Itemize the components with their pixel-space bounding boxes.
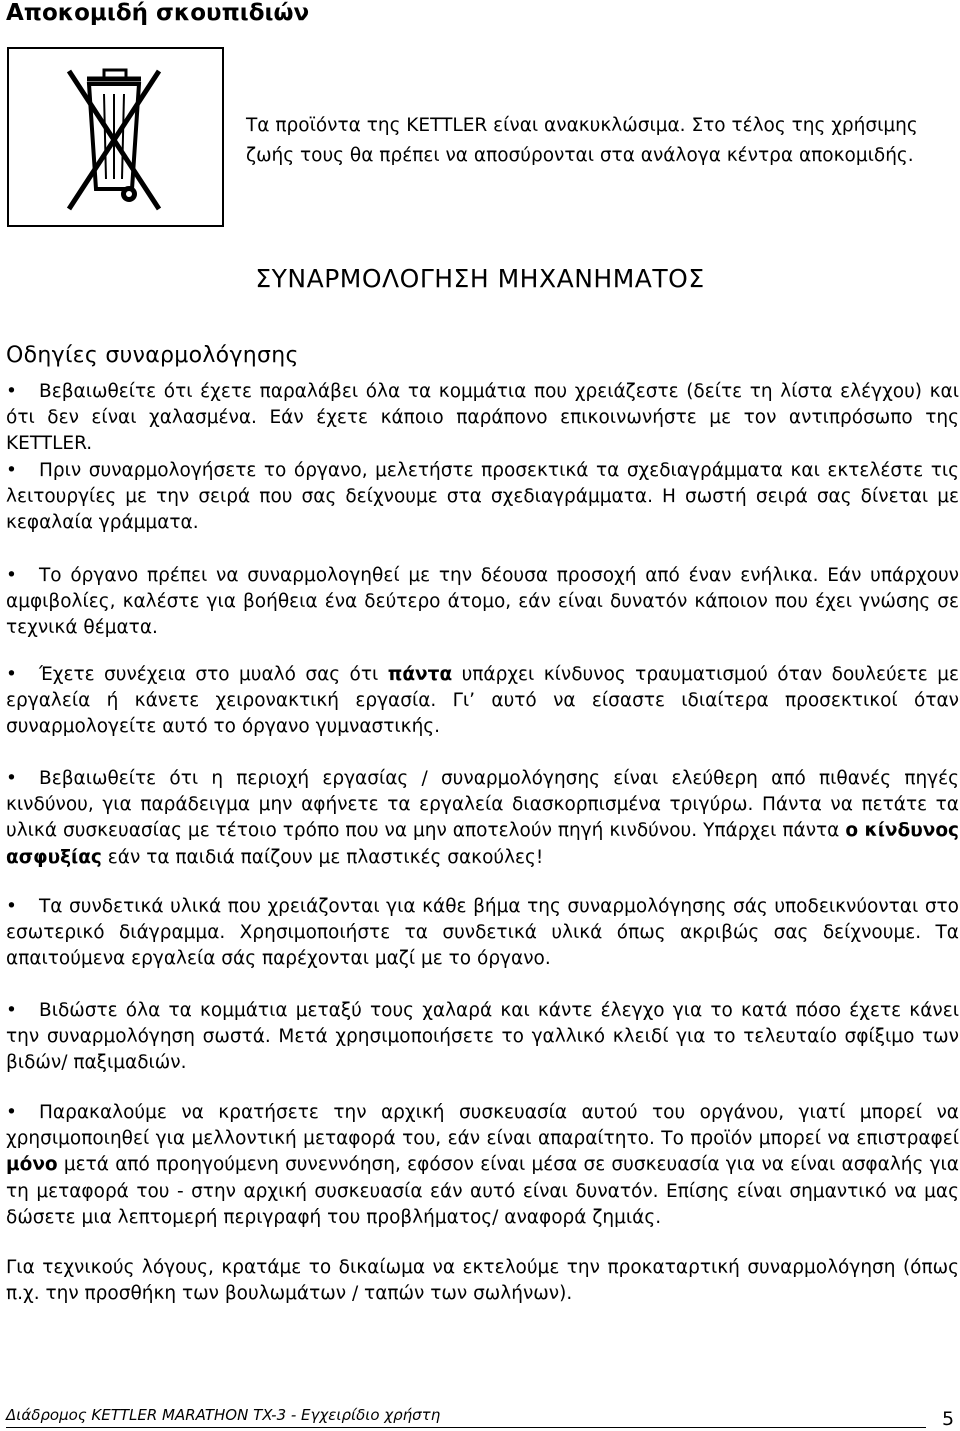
section-title: Αποκομιδή σκουπιδιών: [6, 0, 310, 26]
footer-rule: [6, 1427, 926, 1428]
page-number: 5: [942, 1408, 955, 1430]
closing-paragraph: Για τεχνικούς λόγους, κρατάμε το δικαίωμα να εκτελούμε την προκαταρτική συναρμολόγηση (όπως π.χ. την προσθήκη των βουλωμάτων / ταπών των σωλήνων).: [6, 1257, 959, 1305]
list-item-text: Πριν συναρμολογήσετε το όργανο, μελετήστε προσεκτικά τα σχεδιαγράμματα και εκτελέστε τις λειτουργίες με την σειρά που σας δείχνουμε στα σχεδιαγράμματα. Η σωστή σειρά σας δίνεται με κεφαλαία γράμματα.: [6, 460, 959, 534]
bullet: •: [6, 1102, 17, 1123]
crossed-out-wheelie-bin-icon: [7, 47, 224, 227]
list-item: [6, 458, 959, 537]
footer-text: Διάδρομος KETTLER MARATHON TX-3 - Εγχειρίδιο χρήστη: [6, 1406, 441, 1424]
list-item-text: υπάρχει κίνδυνος τραυματισμού όταν δουλεύετε με εργαλεία ή κάνετε χειρονακτική εργασία. Γι’ αυτό να είσαστε ιδιαίτερα προσεκτικοί όταν συναρμολογείτε αυτό το όργανο γυμναστικής.: [6, 664, 959, 738]
bullet: •: [6, 896, 17, 917]
list-item-text: μετά από προηγούμενη συνεννόηση, εφόσον είναι μέσα σε συσκευασία για να είναι ασφαλής για τη μεταφορά του - στην αρχική συσκευασία εάν αυτό είναι δυνατόν. Επίσης είναι σημαντικό να μας δώσετε μια λεπτομερή περιγραφή του προβλήματος/ αναφορά ζημιάς.: [6, 1154, 959, 1228]
list-item: [6, 662, 959, 741]
list-item-text: Βιδώστε όλα τα κομμάτια μεταξύ τους χαλαρά και κάντε έλεγχο για το κατά πόσο έχετε κάνει την συναρμολόγηση σωστά. Μετά χρησιμοποιήσετε το γαλλικό κλειδί για το τελευταίο σφίξιμο των βιδών/ παξιμαδιών.: [6, 1000, 959, 1074]
emphasis: μόνο: [6, 1154, 58, 1176]
list-item-text: Το όργανο πρέπει να συναρμολογηθεί με την δέουσα προσοχή από έναν ενήλικα. Εάν υπάρχουν αμφιβολίες, καλέστε για βοήθεια ένα δεύτερο άτομο, εάν είναι δυνατόν κάποιον που έχει γνώσης σε τεχνικά θέματα.: [6, 565, 959, 639]
list-item-text: Βεβαιωθείτε ότι η περιοχή εργασίας / συναρμολόγησης είναι ελεύθερη από πιθανές πηγές κινδύνου, για παράδειγμα μην αφήνετε τα εργαλεία διασκορπισμένα τριγύρω. Πάντα να πετάτε τα υλικά συσκευασίας με τέτοιο τρόπο που να μην αποτελούν πηγή κινδύνου. Υπάρχει πάντα: [6, 768, 959, 842]
emphasis: ο κίνδυνος ασφυξίας: [6, 820, 959, 868]
recycling-note: Τα προϊόντα της KETTLER είναι ανακυκλώσιμα. Στο τέλος της χρήσιμης ζωής τους θα πρέπει να αποσύρονται στα ανάλογα κέντρα αποκομιδής.: [246, 115, 918, 166]
list-item-text: εάν τα παιδιά παίζουν με πλαστικές σακούλες!: [101, 846, 544, 868]
list-item-text: Βεβαιωθείτε ότι έχετε παραλάβει όλα τα κομμάτια που χρειάζεστε (δείτε τη λίστα ελέγχου) και ότι δεν είναι χαλασμένα. Εάν έχετε κάποιο παράπονο επικοινωνήστε με τον αντιπρόσωπο της KETTLER.: [6, 381, 959, 455]
bullet: •: [6, 381, 17, 402]
bullet: •: [6, 1000, 17, 1021]
list-item: [6, 563, 959, 642]
bullet: •: [6, 664, 17, 685]
list-item: [6, 766, 959, 871]
list-item: [6, 998, 959, 1077]
list-item: [6, 1100, 959, 1231]
assembly-heading: ΣΥΝΑΡΜΟΛΟΓΗΣΗ ΜΗΧΑΝΗΜΑΤΟΣ: [255, 264, 705, 293]
list-item-text: Έχετε συνέχεια στο μυαλό σας ότι: [39, 664, 388, 685]
bullet: •: [6, 768, 17, 789]
list-item-text: Τα συνδετικά υλικά που χρειάζονται για κάθε βήμα της συναρμολόγησης σάς υποδεικνύονται στο εσωτερικό διάγραμμα. Χρησιμοποιήστε τα συνδετικά υλικά όπως ακριβώς σας δείχνουμε. Τα απαιτούμενα εργαλεία σάς παρέχονται μαζί με το όργανο.: [6, 896, 959, 970]
list-item-text: Παρακαλούμε να κρατήσετε την αρχική συσκευασία αυτού του οργάνου, γιατί μπορεί να χρησιμοποιηθεί για μελλοντική μεταφορά του, εάν είναι απαραίτητο. Το προϊόν μπορεί να επιστραφεί: [6, 1102, 959, 1150]
assembly-instructions-subheading: Οδηγίες συναρμολόγησης: [6, 343, 299, 368]
bullet: •: [6, 565, 17, 586]
list-item: [6, 379, 959, 458]
bullet: •: [6, 460, 17, 481]
emphasis: πάντα: [387, 664, 453, 685]
list-item: [6, 894, 959, 973]
